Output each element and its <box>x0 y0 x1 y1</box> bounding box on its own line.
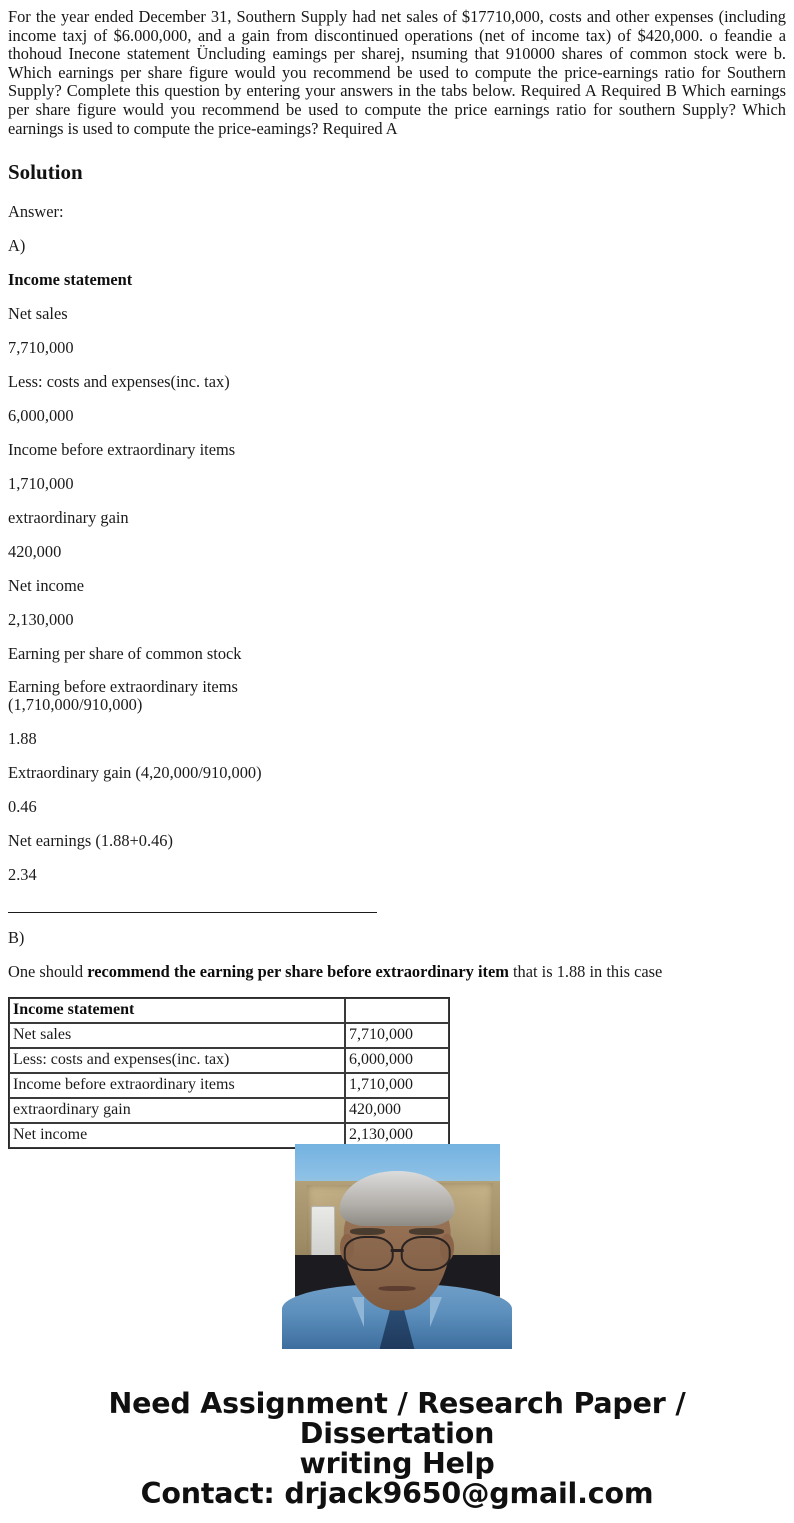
solution-heading: Solution <box>8 160 83 185</box>
table-header-value <box>345 998 449 1023</box>
table-cell-label: Net sales <box>9 1023 345 1048</box>
photo-collar-right <box>430 1297 442 1327</box>
promo-line-1: Need Assignment / Research Paper / Dissertation <box>108 1387 686 1451</box>
eps-extraordinary-gain-value: 0.46 <box>8 797 37 817</box>
income-statement-title: Income statement <box>8 270 133 290</box>
table-cell-label: Net income <box>9 1123 345 1148</box>
table-row <box>9 1048 449 1073</box>
recommendation-sentence <box>0 962 794 981</box>
footer-promo <box>0 1389 794 1521</box>
photo-wall-switch <box>311 1206 336 1259</box>
eps-before-extraordinary-label-line2: (1,710,000/910,000) <box>8 695 143 715</box>
eps-extraordinary-gain-label: Extraordinary gain (4,20,000/910,000) <box>8 763 262 783</box>
table-row-header <box>9 998 449 1023</box>
line-costs-label: Less: costs and expenses(inc. tax) <box>8 372 230 392</box>
question-paragraph: For the year ended December 31, Southern Supply had net sales of $17710,000, costs and other expenses (including income taxj of $6.000,000, and a gain from discontinued operations (net of income tax) of $420,000. o feandie a thohoud Inecone statement Üncluding eamings per sharej, nsuming that 910000 shares of common stock were b. Which earnings per share figure would you recommend be used to compute the price-earnings ratio for Southern Supply? Complete this question by entering your answers in the tabs below. Required A Required B Which earnings per share figure would you recommend be used to compute the price earnings ratio for southern Supply? Which earnings is used to compute the price-eamings? Required A <box>8 7 786 138</box>
table-cell-label: Income before extraordinary items <box>9 1073 345 1098</box>
recommendation-prefix: One should <box>8 962 88 982</box>
eps-before-extraordinary-label <box>0 678 794 714</box>
part-a-label: A) <box>8 236 26 256</box>
line-net-sales-label: Net sales <box>8 304 68 324</box>
line-costs-value: 6,000,000 <box>8 406 74 426</box>
portrait-container <box>0 1144 794 1349</box>
income-statement-table-wrapper <box>0 997 794 1144</box>
promo-line-3: Contact: drjack9650@gmail.com <box>140 1477 654 1511</box>
line-income-before-value: 1,710,000 <box>8 474 74 494</box>
answer-label: Answer: <box>8 202 64 222</box>
line-net-income-label: Net income <box>8 576 85 596</box>
line-eps-heading: Earning per share of common stock <box>8 644 242 664</box>
table-cell-label: extraordinary gain <box>9 1098 345 1123</box>
table-cell-value: 7,710,000 <box>345 1023 449 1048</box>
table-cell-value: 2,130,000 <box>345 1123 449 1148</box>
divider-line <box>8 912 377 913</box>
table-header-label: Income statement <box>9 998 345 1023</box>
table-row <box>9 1023 449 1048</box>
table-row <box>9 1098 449 1123</box>
photo-lens-left <box>344 1236 394 1271</box>
line-net-sales-value: 7,710,000 <box>8 338 74 358</box>
spacer <box>0 184 794 202</box>
photo-eyebrow-left <box>350 1228 385 1235</box>
table-cell-label: Less: costs and expenses(inc. tax) <box>9 1048 345 1073</box>
line-net-income-value: 2,130,000 <box>8 610 74 630</box>
eps-net-earnings-value: 2.34 <box>8 865 37 885</box>
avatar <box>295 1144 500 1349</box>
line-extraordinary-gain-value: 420,000 <box>8 542 62 562</box>
line-income-before-label: Income before extraordinary items <box>8 440 236 460</box>
recommendation-suffix: that is 1.88 in this case <box>508 962 663 982</box>
glasses-icon <box>344 1236 451 1267</box>
promo-line-2: writing Help <box>299 1447 495 1481</box>
eps-net-earnings-label: Net earnings (1.88+0.46) <box>8 831 173 851</box>
table-cell-value: 420,000 <box>345 1098 449 1123</box>
eps-before-extraordinary-label-line1: Earning before extraordinary items <box>8 677 238 697</box>
photo-lens-right <box>400 1236 450 1271</box>
photo-eyebrow-right <box>409 1228 444 1235</box>
eps-before-extraordinary-value: 1.88 <box>8 729 37 749</box>
table-row <box>9 1073 449 1098</box>
table-cell-value: 6,000,000 <box>345 1048 449 1073</box>
table-cell-value: 1,710,000 <box>345 1073 449 1098</box>
photo-glasses-bridge <box>391 1249 404 1252</box>
income-statement-table <box>8 997 450 1149</box>
photo-mouth <box>379 1286 416 1291</box>
part-b-label: B) <box>8 928 25 948</box>
section-divider <box>0 912 794 928</box>
recommendation-bold-part: recommend the earning per share before extraordinary item <box>87 962 509 982</box>
photo-collar-left <box>352 1297 364 1327</box>
line-extraordinary-gain-label: extraordinary gain <box>8 508 129 528</box>
